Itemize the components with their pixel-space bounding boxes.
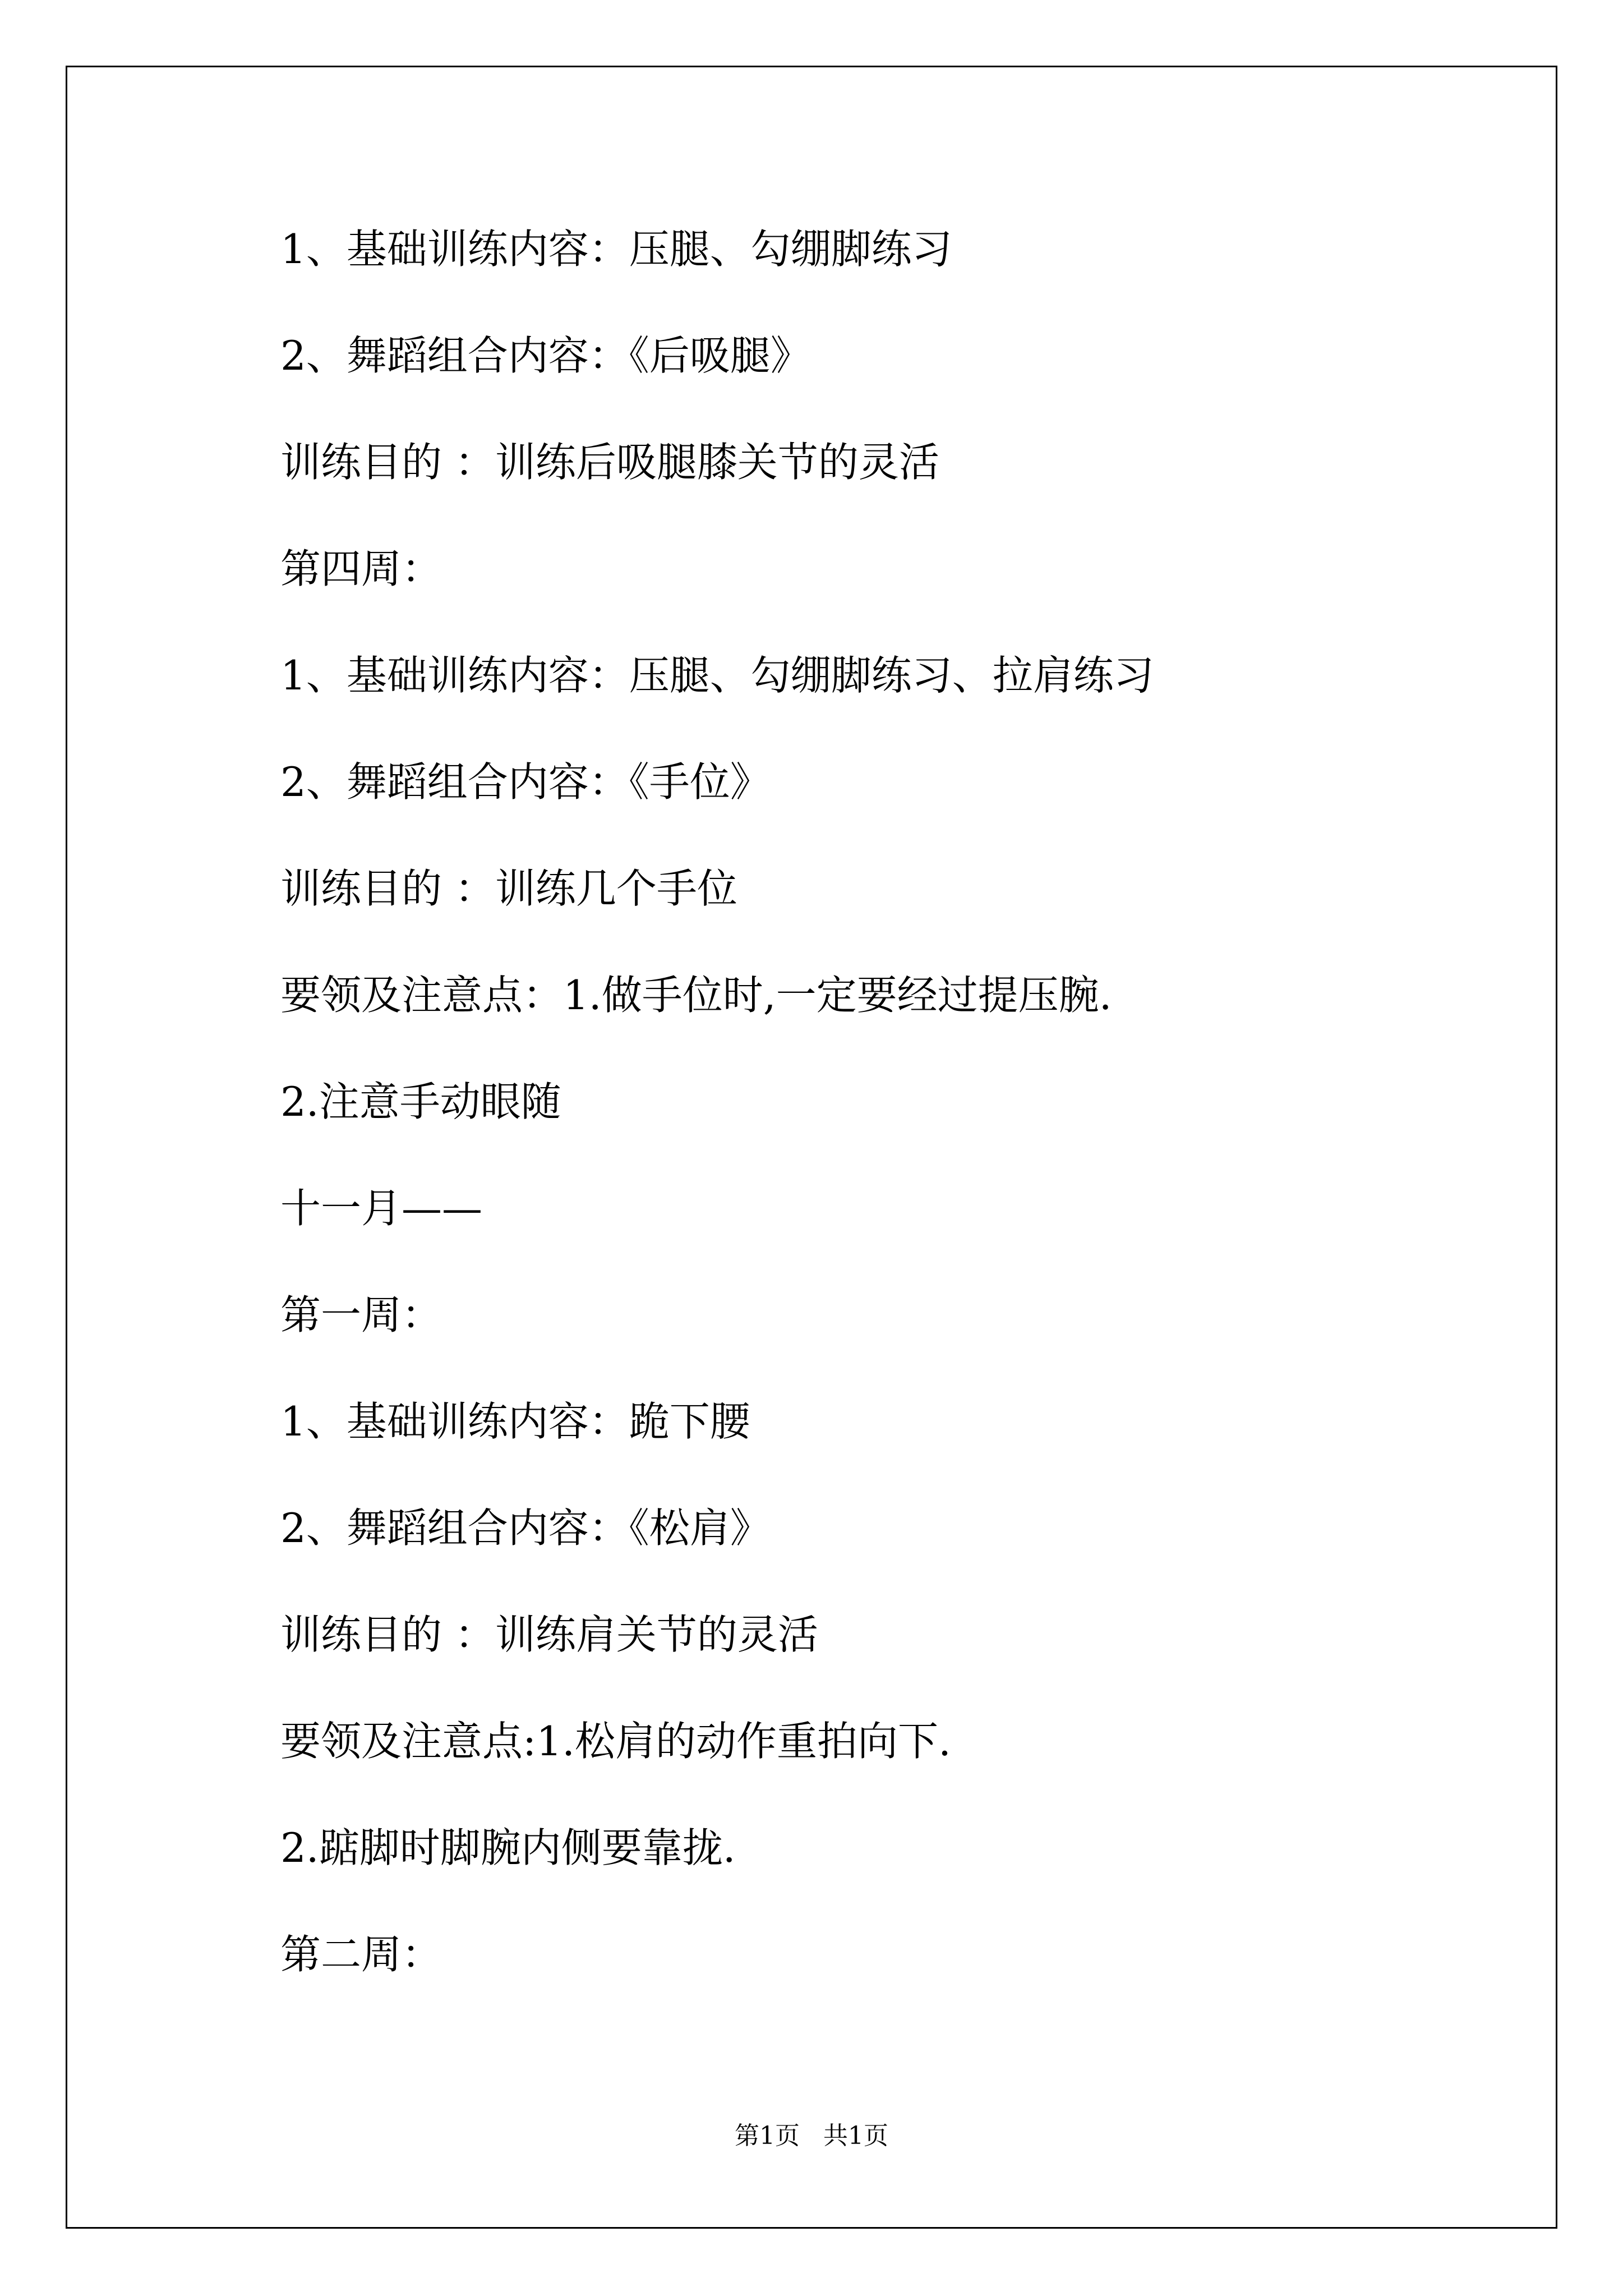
text-line: 1、基础训练内容：压腿、勾绷脚练习: [280, 226, 952, 273]
text-line: 要领及注意点:1.松肩的动作重拍向下.: [280, 1718, 951, 1765]
text-line: 2、舞蹈组合内容：《后吸腿》: [280, 332, 811, 379]
section-heading: 第一周：: [280, 1291, 442, 1338]
month-heading: 十一月——: [280, 1185, 483, 1232]
text-line: 1、基础训练内容：压腿、勾绷脚练习、拉肩练习: [280, 652, 1154, 699]
section-heading: 第四周：: [280, 545, 442, 592]
page-number-footer: 第1页 共1页: [735, 2122, 888, 2150]
text-line: 训练目的 ：训练后吸腿膝关节的灵活: [280, 439, 939, 486]
text-line: 训练目的 ：训练几个手位: [280, 865, 737, 912]
text-line: 2.注意手动眼随: [280, 1078, 561, 1125]
text-line: 2、舞蹈组合内容：《松肩》: [280, 1504, 771, 1552]
text-line: 1、基础训练内容：跪下腰: [280, 1398, 750, 1445]
text-line: 要领及注意点：1.做手位时,一定要经过提压腕.: [280, 972, 1112, 1019]
page-border: [66, 66, 1557, 2229]
section-heading: 第二周：: [280, 1931, 442, 1978]
text-line: 2、舞蹈组合内容：《手位》: [280, 758, 771, 806]
text-line: 2.踮脚时脚腕内侧要靠拢.: [280, 1824, 736, 1871]
text-line: 训练目的 ：训练肩关节的灵活: [280, 1611, 818, 1658]
